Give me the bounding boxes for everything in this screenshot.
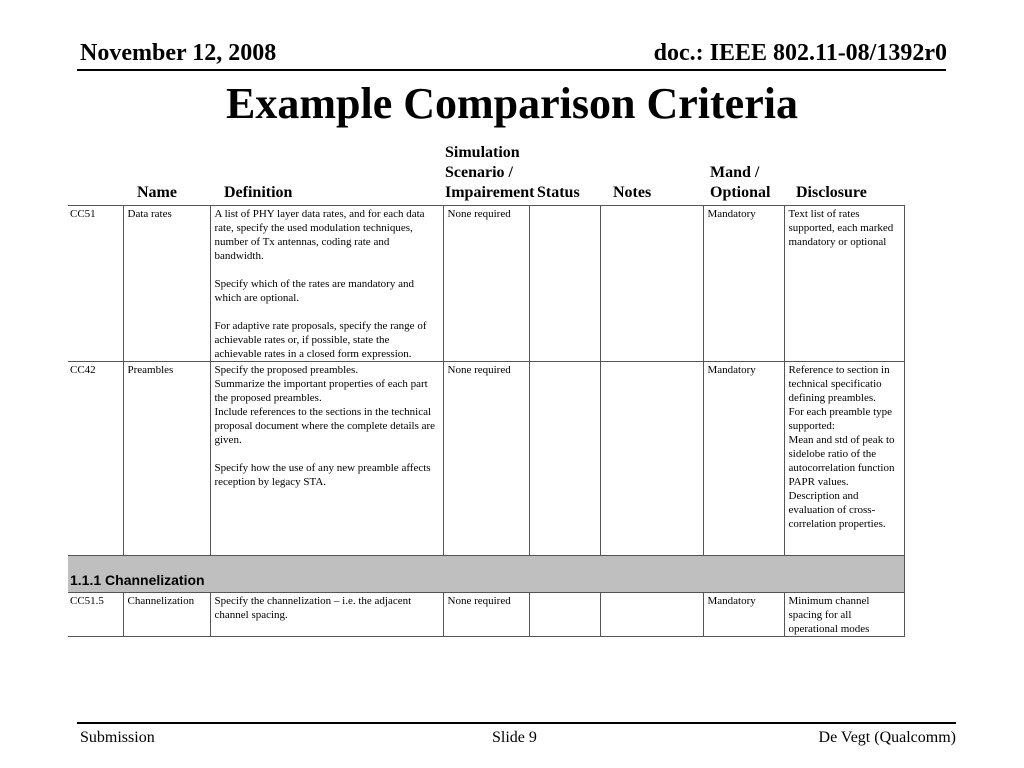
cell-scenario: None required — [443, 206, 529, 362]
table-row — [68, 206, 904, 362]
column-header-definition: Definition — [224, 184, 293, 201]
section-row — [68, 556, 904, 593]
cell-status — [529, 206, 600, 362]
section-heading: 1.1.1 Channelization — [68, 556, 904, 593]
header-divider — [77, 69, 946, 71]
cell-definition: Specify the proposed preambles. Summarize the important properties of each part the proposed preambles. Include references to the sections in the technical proposal document where the complete details are given. Specify how the use of any new preamble affects reception by legacy STA. — [210, 362, 443, 556]
footer-author: De Vegt (Qualcomm) — [818, 729, 956, 746]
cell-mand: Mandatory — [703, 593, 784, 637]
table-row — [68, 362, 904, 556]
cell-status — [529, 362, 600, 556]
cell-disclosure: Text list of rates supported, each marked mandatory or optional — [784, 206, 904, 362]
cell-status — [529, 593, 600, 637]
cell-name: Preambles — [123, 362, 210, 556]
column-header-scenario: Simulation Scenario / Impairement — [445, 144, 535, 201]
column-header-name: Name — [137, 184, 177, 201]
table-row — [68, 593, 904, 637]
cell-notes — [600, 362, 703, 556]
header-doc-id: doc.: IEEE 802.11-08/1392r0 — [653, 40, 947, 66]
footer-submission: Submission — [80, 729, 155, 746]
column-header-notes: Notes — [613, 184, 652, 201]
cell-scenario: None required — [443, 593, 529, 637]
cell-disclosure: Minimum channel spacing for all operational modes — [784, 593, 904, 637]
cell-definition: A list of PHY layer data rates, and for each data rate, specify the used modulation techniques, number of Tx antennas, coding rate and bandwidth. Specify which of the rates are mandatory and which are optional. For adaptive rate proposals, specify the range of achievable rates or, if possible, state the achievable rates in a closed form expression. — [210, 206, 443, 362]
header-date: November 12, 2008 — [80, 40, 277, 66]
cell-scenario: None required — [443, 362, 529, 556]
cell-name: Channelization — [123, 593, 210, 637]
cell-mand: Mandatory — [703, 206, 784, 362]
column-header-disclosure: Disclosure — [796, 184, 867, 201]
page-title: Example Comparison Criteria — [226, 79, 798, 128]
criteria-table — [68, 205, 905, 637]
cell-name: Data rates — [123, 206, 210, 362]
cell-id: CC42 — [68, 362, 123, 556]
cell-disclosure: Reference to section in technical specificatio defining preambles. For each preamble type supported: Mean and std of peak to sidelobe ratio of the autocorrelation function PAPR values. Description and evaluation of cross-correlation properties. — [784, 362, 904, 556]
cell-notes — [600, 593, 703, 637]
cell-mand: Mandatory — [703, 362, 784, 556]
column-header-mand: Mand / Optional — [710, 164, 771, 201]
cell-definition: Specify the channelization – i.e. the adjacent channel spacing. — [210, 593, 443, 637]
column-header-status: Status — [537, 184, 580, 201]
cell-notes — [600, 206, 703, 362]
cell-id: CC51.5 — [68, 593, 123, 637]
cell-id: CC51 — [68, 206, 123, 362]
footer-divider — [77, 722, 956, 724]
footer-slide-number: Slide 9 — [492, 729, 537, 746]
